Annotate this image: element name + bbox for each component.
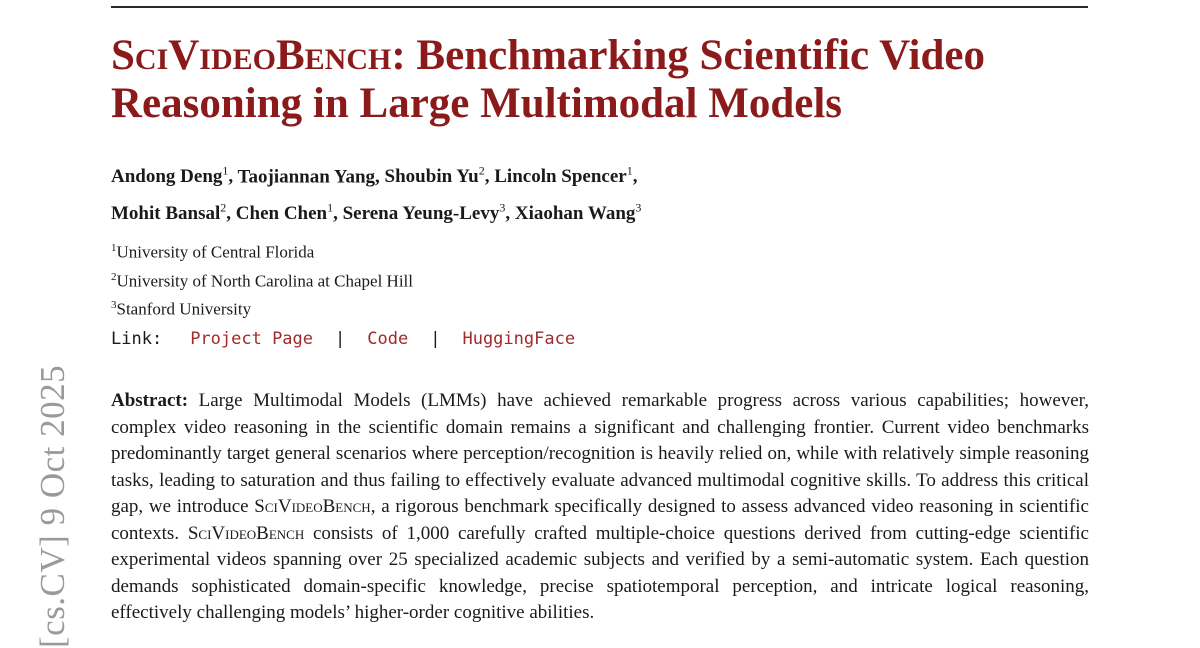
abstract: Abstract: Large Multimodal Models (LMMs) have achieved remarkable progress across various capabilities; however, complex video reasoning in the scientific domain remains a significant and challenging frontier. Current video benchmarks predominantly target general scenarios where perception/recognition is heavily relied on, while with relatively simple reasoning tasks, leading to saturation and thus failing to effectively evaluate advanced multimodal cognitive skills. To address this critical gap, we introduce SciVideoBench, a rigorous benchmark specifically designed to assess advanced video reasoning in scientific contexts. SciVideoBench consists of 1,000 carefully crafted multiple-choice questions derived from cutting-edge scientific experimental videos spanning over 25 specialized academic subjects and verified by a semi-automatic system. Each question demands sophisticated domain-specific knowledge, precise spatiotemporal perception, and intricate logical reasoning, effectively challenging models’ higher-order cognitive abilities. xyxy=(111,390,1089,623)
links-label: Link: xyxy=(111,329,163,349)
benchmark-name-inline: SciVideoBench xyxy=(187,522,305,544)
code-link[interactable]: Code xyxy=(367,329,409,349)
arxiv-stamp: [cs.CV] 9 Oct 2025 xyxy=(33,364,72,648)
affiliation-list xyxy=(111,236,413,322)
author: Serena Yeung-Levy$^3$, xyxy=(342,200,515,224)
affiliation: $^2$University of North Carolina at Chapel Hill xyxy=(111,270,413,291)
benchmark-name-inline: SciVideoBench xyxy=(254,496,371,517)
author: Chen Chen$^1$, xyxy=(235,200,343,224)
author: Xiaohan Wang$^3$ xyxy=(514,200,642,224)
title-rest: : Benchmarking Scientific Video Reasoning in Large Multimodal Models xyxy=(111,32,985,127)
author: Mohit Bansal$^2$, xyxy=(111,200,236,224)
author: Taojiannan Yang, xyxy=(237,166,385,188)
project-page-link[interactable]: Project Page xyxy=(190,329,314,349)
link-separator: | xyxy=(335,329,346,349)
huggingface-link[interactable]: HuggingFace xyxy=(462,329,576,349)
top-rule xyxy=(111,6,1088,8)
author: Shoubin Yu$^2$, xyxy=(384,164,495,188)
link-separator: | xyxy=(430,329,441,349)
paper-title xyxy=(111,32,1111,128)
benchmark-name: SciVideoBench xyxy=(111,32,392,79)
abstract-label: Abstract: xyxy=(111,390,189,411)
affiliation: $^3$Stanford University xyxy=(111,299,252,319)
links-row xyxy=(111,329,575,349)
author: Andong Deng$^1$, xyxy=(111,164,238,188)
affiliation: $^1$University of Central Florida xyxy=(111,242,315,262)
author-list xyxy=(111,156,1091,229)
author: Lincoln Spencer$^1$, xyxy=(494,164,638,188)
